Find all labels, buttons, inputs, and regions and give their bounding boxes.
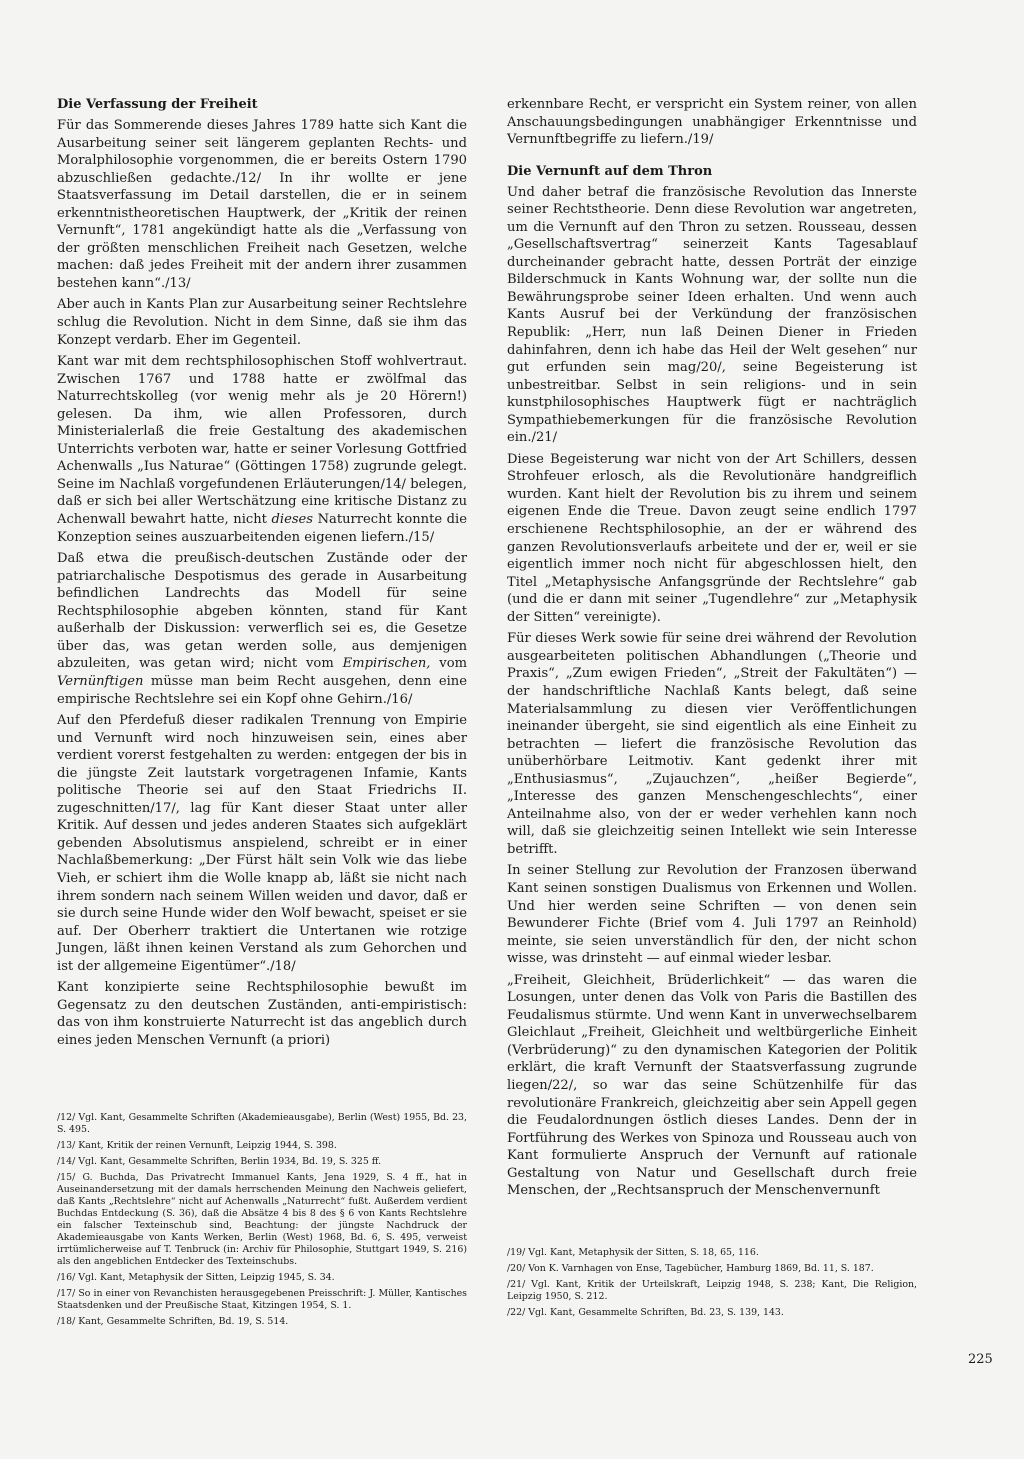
emphasis-text: Vernünftigen	[57, 673, 144, 689]
footnote: /12/ Vgl. Kant, Gesammelte Schriften (Akademieausgabe), Berlin (West) 1955, Bd. 23, S. 495.	[57, 1112, 467, 1135]
paragraph: Für das Sommerende dieses Jahres 1789 hatte sich Kant die Ausarbeitung seiner seit längerem geplanten Rechts- und Moralphilosophie vorgenommen, die er bereits Ostern 1790 abzuschließen gedachte./12/ In ihr wollte er jene Staatsverfassung im Detail darstellen, die er in seinem erkenntnistheoretischen Hauptwerk, der „Kritik der reinen Vernunft“, 1781 angekündigt hatte als die „Verfassung von der größten menschlichen Freiheit nach Gesetzen, welche machen: daß jedes Freiheit mit der andern ihrer zusammen bestehen kann“./13/	[57, 118, 467, 291]
footnote: /18/ Kant, Gesammelte Schriften, Bd. 19, S. 514.	[57, 1316, 289, 1327]
right-column	[507, 96, 917, 1204]
footnote: /20/ Von K. Varnhagen von Ense, Tagebücher, Hamburg 1869, Bd. 11, S. 187.	[507, 1263, 874, 1274]
paragraph-text: Kant war mit dem rechtsphilosophischen Stoff wohlvertraut. Zwischen 1767 und 1788 hatte er zwölfmal das Naturrechtskolleg (vor wenig mehr als je 20 Hörern!) gelesen. Da ihm, wie allen Professoren, durch Ministerialerlaß die freie Gestaltung des akademischen Unterrichts verboten war, hatte er seiner Vorlesung Gottfried Achenwalls „Ius Naturae“ (Göttingen 1758) zugrunde gelegt. Seine im Nachlaß vorgefundenen Erläuterungen/14/ belegen, daß er sich bei aller Wertschätzung eine kritische Distanz zu Achenwall bewahrt hatte, nicht	[57, 354, 467, 528]
paragraph: Kant konzipierte seine Rechtsphilosophie bewußt im Gegensatz zu den deutschen Zuständen, anti-empiristisch: das von ihm konstruierte Naturrecht ist das angeblich durch eines jeden Menschen Vernunft (a priori)	[57, 980, 467, 1048]
paragraph: „Freiheit, Gleichheit, Brüderlichkeit“ — das waren die Losungen, unter denen das Volk von Paris die Bastillen des Feudalismus stürmte. Und wenn Kant in unverwechselbarem Gleichlaut „Freiheit, Gleichheit und weltbürgerliche Einheit (Verbrüderung)“ zu den dynamischen Kategorien der Politik erklärt, die kraft Vernunft der Staatsverfassung zugrunde liegen/22/, so war das seine Schützenhilfe für das revolutionäre Frankreich, gleichzeitig aber sein Appell gegen die Feudalordnungen östlich dieses Landes. Denn der in Fortführung des Werkes von Spinoza und Rousseau auch von Kant formulierte Anspruch der Vernunft auf rationale Gestaltung von Natur und Gesellschaft durch freie Menschen, der „Rechtsanspruch der Menschenvernunft	[507, 972, 917, 1199]
footnote: /14/ Vgl. Kant, Gesammelte Schriften, Berlin 1934, Bd. 19, S. 325 ff.	[57, 1156, 382, 1167]
footnote: /19/ Vgl. Kant, Metaphysik der Sitten, S. 18, 65, 116.	[507, 1247, 759, 1258]
paragraph: Und daher betraf die französische Revolution das Innerste seiner Rechtstheorie. Denn diese Revolution war angetreten, um die Vernunft auf den Thron zu setzen. Rousseau, dessen „Gesellschaftsvertrag“ seinerzeit Kants Tagesablauf durcheinander gebracht hatte, dessen Porträt der einzige Bilderschmuck in Kants Wohnung war, der sollte nun die Bewährungsprobe seiner Ideen erhalten. Und wenn auch Kants Ausruf bei der Verkündung der französischen Republik: „Herr, nun laß Deinen Diener in Frieden dahinfahren, denn ich habe das Heil der Welt gesehen“ nur gut erfunden sein mag/20/, seine Begeisterung ist unbestreitbar. Selbst in sein religions- und in sein kunstphilosophisches Hauptwerk fügt er nachträglich Sympathiebemerkungen für die französische Revolution ein./21/	[507, 184, 917, 446]
paragraph: erkennbare Recht, er verspricht ein System reiner, von allen Anschauungsbedingungen unabhängiger Erkenntnisse und Vernunftbegriffe zu liefern./19/	[507, 97, 917, 148]
footnote: /21/ Vgl. Kant, Kritik der Urteilskraft, Leipzig 1948, S. 238; Kant, Die Religion, Leipzig 1950, S. 212.	[507, 1279, 917, 1302]
paragraph	[57, 550, 467, 708]
footnote: /17/ So in einer von Revanchisten herausgegebenen Preisschrift: J. Müller, Kantisches Staatsdenken und der Preußische Staat, Kitzingen 1954, S. 1.	[57, 1288, 467, 1311]
paragraph: Auf den Pferdefuß dieser radikalen Trennung von Empirie und Vernunft wird noch hinzuweisen sein, eines aber verdient vorerst festgehalten zu werden: entgegen der bis in die jüngste Zeit lautstark vorgetragenen Infamie, Kants politische Theorie sei auf den Staat Friedrichs II. zugeschnitten/17/, lag für Kant dieser Staat unter aller Kritik. Auf dessen und jedes anderen Staates sich aufgeklärt gebenden Absolutismus anspielend, schreibt er in einer Nachlaßbemerkung: „Der Fürst hält sein Volk wie das liebe Vieh, er schiert ihm die Wolle knapp ab, läßt sie nicht nach ihrem sondern nach seinem Willen weiden und davor, daß er sie durch seine Hunde wider den Wolf bewacht, speiset er sie auf. Der Oberherr traktiert die Untertanen wie rotzige Jungen, läßt ihnen keinen Verstand als zum Gehorchen und ist der allgemeine Eigentümer“./18/	[57, 713, 467, 974]
section-heading: Die Verfassung der Freiheit	[57, 97, 258, 112]
paragraph	[57, 353, 467, 546]
footnote: /13/ Kant, Kritik der reinen Vernunft, Leipzig 1944, S. 398.	[57, 1140, 337, 1151]
section-heading: Die Vernunft auf dem Thron	[507, 163, 713, 179]
page-number: 225	[968, 1352, 993, 1367]
footnotes-left	[57, 1112, 467, 1332]
paragraph: Für dieses Werk sowie für seine drei während der Revolution ausgearbeiteten politischen Abhandlungen („Theorie und Praxis“, „Zum ewigen Frieden“, „Streit der Fakultäten“) — der handschriftliche Nachlaß Kants belegt, daß seine Materialsammlung zu diesen vier Veröffentlichungen ineinander übergeht, sie sind eigentlich als eine Einheit zu betrachten — liefert die französische Revolution das unüberhörbare Leitmotiv. Kant gedenkt ihrer mit „Enthusiasmus“, „Zujauchzen“, „heißer Begierde“, „Interesse des ganzen Menschengeschlechts“, einer Anteilnahme also, von der er weder verhehlen kann noch will, daß sie gleichzeitig seinen Intellekt wie sein Interesse betrifft.	[507, 631, 917, 857]
left-column	[57, 96, 467, 1053]
paragraph-text: müsse man beim Recht ausgehen, denn eine empirische Rechtslehre sei ein Kopf ohne Gehirn./16/	[57, 673, 467, 707]
footnotes-right	[507, 1247, 917, 1323]
paragraph: Aber auch in Kants Plan zur Ausarbeitung seiner Rechtslehre schlug die Revolution. Nicht in dem Sinne, daß sie ihm das Konzept verdarb. Eher im Gegenteil.	[57, 297, 467, 348]
footnote: /22/ Vgl. Kant, Gesammelte Schriften, Bd. 23, S. 139, 143.	[507, 1307, 784, 1318]
paragraph: In seiner Stellung zur Revolution der Franzosen überwand Kant seinen sonstigen Dualismus von Erkennen und Wollen. Und hier werden seine Schriften — von denen sein Bewunderer Fichte (Brief vom 4. Juli 1797 an Reinhold) meinte, sie seien unverständlich für den, der nicht schon wisse, was drinsteht — auf einmal wieder lesbar.	[507, 863, 917, 967]
paragraph-text: Naturrecht konnte die Konzeption seines auszuarbeitenden eigenen liefern./15/	[57, 512, 467, 545]
paragraph-text: vom	[430, 656, 467, 672]
paragraph-text: Daß etwa die preußisch-deutschen Zustände oder der patriarchalische Despotismus des gerade in Ausarbeitung befindlichen Landrechts das Modell für seine Rechtsphilosophie abgeben könnten, stand für Kant außerhalb der Diskussion: verwerflich sei es, die Gesetze über das, was getan werden solle, aus demjenigen abzuleiten, was getan wird; nicht vom	[57, 551, 467, 672]
emphasis-text: dieses	[271, 512, 314, 528]
footnote: /15/ G. Buchda, Das Privatrecht Immanuel Kants, Jena 1929, S. 4 ff., hat in Auseinandersetzung mit der damals herrschenden Meinung den Nachweis geliefert, daß Kants „Rechtslehre“ nicht auf Achenwalls „Naturrecht“ fußt. Außerdem verdient Buchdas Entdeckung (S. 36), daß die Absätze 4 bis 8 des § 6 von Kants Rechtslehre ein falscher Texteinschub sind, Beachtung: der jüngste Nachdruck der Akademieausgabe von Kants Werken, Berlin (West) 1968, Bd. 6, S. 495, verweist irrtümlicherweise auf T. Tenbruck (in: Archiv für Philosophie, Stuttgart 1949, S. 216) als den angeblichen Entdecker des Texteinschubs.	[57, 1172, 467, 1267]
paragraph: Diese Begeisterung war nicht von der Art Schillers, dessen Strohfeuer erlosch, als die Revolutionäre handgreiflich wurden. Kant hielt der Revolution bis zu ihrem und seinem eigenen Ende die Treue. Davon zeugt seine endlich 1797 erschienene Rechtsphilosophie, an der er während des ganzen Revolutionsverlaufs arbeitete und der er, weil er sie eigentlich immer noch nicht für abgeschlossen hielt, den Titel „Metaphysische Anfangsgründe der Rechtslehre“ gab (und die er dann mit seiner „Tugendlehre“ zur „Metaphysik der Sitten“ vereinigte).	[507, 451, 917, 625]
footnote: /16/ Vgl. Kant, Metaphysik der Sitten, Leipzig 1945, S. 34.	[57, 1272, 335, 1283]
emphasis-text: Empirischen,	[342, 656, 431, 672]
